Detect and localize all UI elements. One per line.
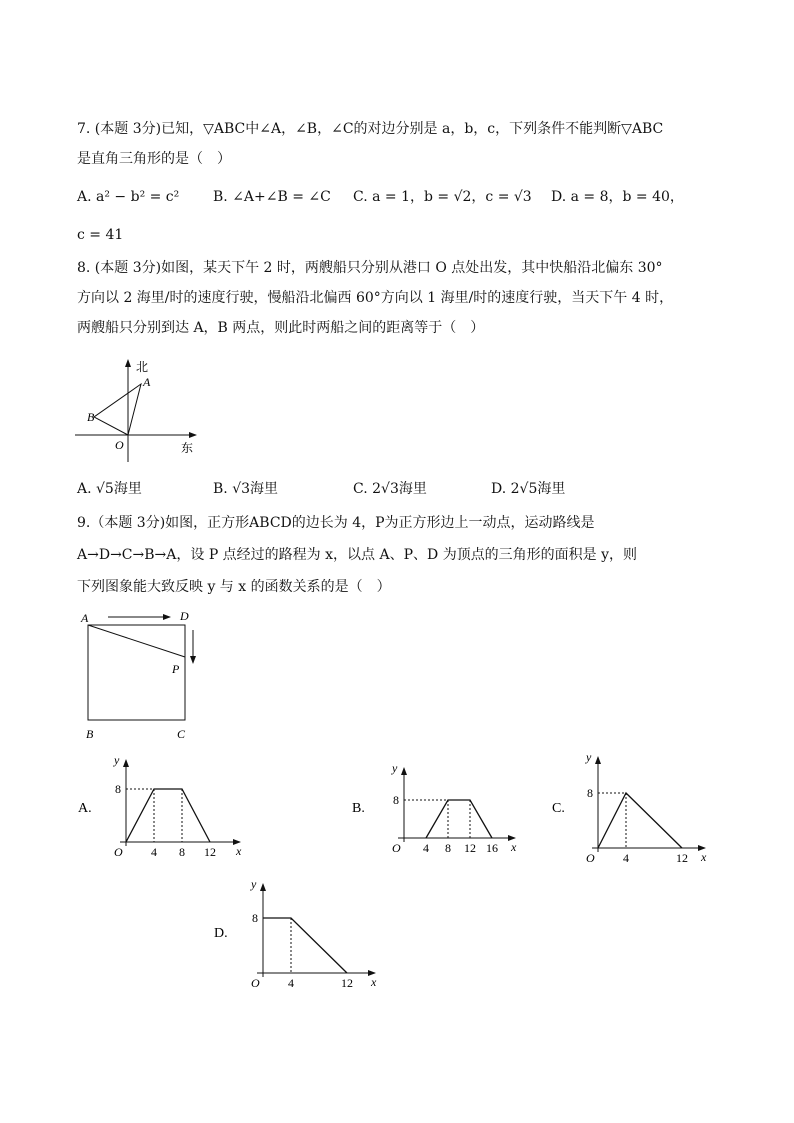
graph-option-label: C. bbox=[552, 801, 565, 816]
y-axis-label: y bbox=[114, 753, 120, 767]
graph-option-label: A. bbox=[78, 801, 92, 816]
q8-option-c: C. 2√3海里 bbox=[353, 481, 427, 497]
q7-stem-line2: 是直角三角形的是（ ） bbox=[77, 151, 231, 167]
square-c-label: C bbox=[177, 727, 186, 741]
q8-option-b: B. √3海里 bbox=[213, 481, 279, 497]
x-axis-label: x bbox=[511, 840, 517, 854]
x-tick-label: 4 bbox=[151, 845, 157, 859]
square-a-label: A bbox=[81, 611, 89, 625]
q8-option-a: A. √5海里 bbox=[77, 481, 142, 497]
graph-option-label: B. bbox=[352, 801, 365, 816]
x-tick-label: 4 bbox=[288, 976, 294, 990]
q9-stem-line1: 9.（本题 3分)如图，正方形ABCD的边长为 4，P为正方形边上一动点，运动路线是 bbox=[77, 515, 595, 531]
x-tick-label: 4 bbox=[623, 851, 629, 865]
square-p-label: P bbox=[172, 662, 180, 676]
north-label: 北 bbox=[136, 360, 149, 374]
origin-label: O bbox=[586, 851, 595, 865]
y-tick-label: 8 bbox=[393, 793, 399, 807]
q7-option-c: C. a = 1，b = √2，c = √3 bbox=[353, 189, 532, 205]
y-tick-label: 8 bbox=[587, 786, 593, 800]
graph-option-label: D. bbox=[214, 926, 228, 941]
x-tick-label: 12 bbox=[204, 845, 216, 859]
square-b-label: B bbox=[86, 727, 94, 741]
y-tick-label: 8 bbox=[115, 782, 121, 796]
origin-label: O bbox=[251, 976, 260, 990]
q8-stem-line3: 两艘船只分别到达 A，B 两点，则此时两船之间的距离等于（ ） bbox=[77, 320, 485, 336]
point-o-label: O bbox=[115, 438, 124, 452]
square-d-label: D bbox=[180, 609, 189, 623]
point-b-label: B bbox=[87, 410, 95, 424]
origin-label: O bbox=[114, 845, 123, 859]
q9-stem-line3: 下列图象能大致反映 y 与 x 的函数关系的是（ ） bbox=[77, 579, 391, 595]
x-axis-label: x bbox=[236, 844, 242, 858]
origin-label: O bbox=[392, 841, 401, 855]
q7-stem-line1: 7. (本题 3分)已知，▽ABC中∠A，∠B，∠C的对边分别是 a，b，c，下列条件不能判断▽ABC bbox=[77, 121, 664, 137]
q8-option-d: D. 2√5海里 bbox=[491, 481, 566, 497]
x-tick-label: 8 bbox=[445, 841, 451, 855]
q9-stem-line2: A→D→C→B→A，设 P 点经过的路程为 x，以点 A、P、D 为顶点的三角形的面积是 y，则 bbox=[77, 547, 638, 563]
y-tick-label: 8 bbox=[252, 911, 258, 925]
x-tick-label: 12 bbox=[676, 851, 688, 865]
q7-option-d: D. a = 8，b = 40， bbox=[551, 189, 684, 205]
q8-stem-line1: 8. (本题 3分)如图，某天下午 2 时，两艘船只分别从港口 O 点处出发，其中快船沿北偏东 30° bbox=[77, 260, 663, 276]
x-tick-label: 4 bbox=[423, 841, 429, 855]
q8-stem-line2: 方向以 2 海里/时的速度行驶，慢船沿北偏西 60°方向以 1 海里/时的速度行驶，当天下午 4 时， bbox=[77, 290, 674, 306]
x-tick-label: 12 bbox=[341, 976, 353, 990]
point-a-label: A bbox=[143, 375, 151, 389]
x-tick-label: 8 bbox=[179, 845, 185, 859]
x-axis-label: x bbox=[701, 850, 707, 864]
east-label: 东 bbox=[181, 441, 194, 455]
x-tick-label: 16 bbox=[486, 841, 498, 855]
y-axis-label: y bbox=[392, 761, 398, 775]
x-axis-label: x bbox=[371, 975, 377, 989]
y-axis-label: y bbox=[251, 877, 257, 891]
function-graph bbox=[263, 918, 347, 973]
q7-option-b: B. ∠A+∠B = ∠C bbox=[213, 189, 331, 205]
q7-option-d-cont: c = 41 bbox=[77, 227, 124, 243]
x-tick-label: 12 bbox=[464, 841, 476, 855]
q7-option-a: A. a² − b² = c² bbox=[77, 189, 180, 205]
y-axis-label: y bbox=[586, 750, 592, 764]
